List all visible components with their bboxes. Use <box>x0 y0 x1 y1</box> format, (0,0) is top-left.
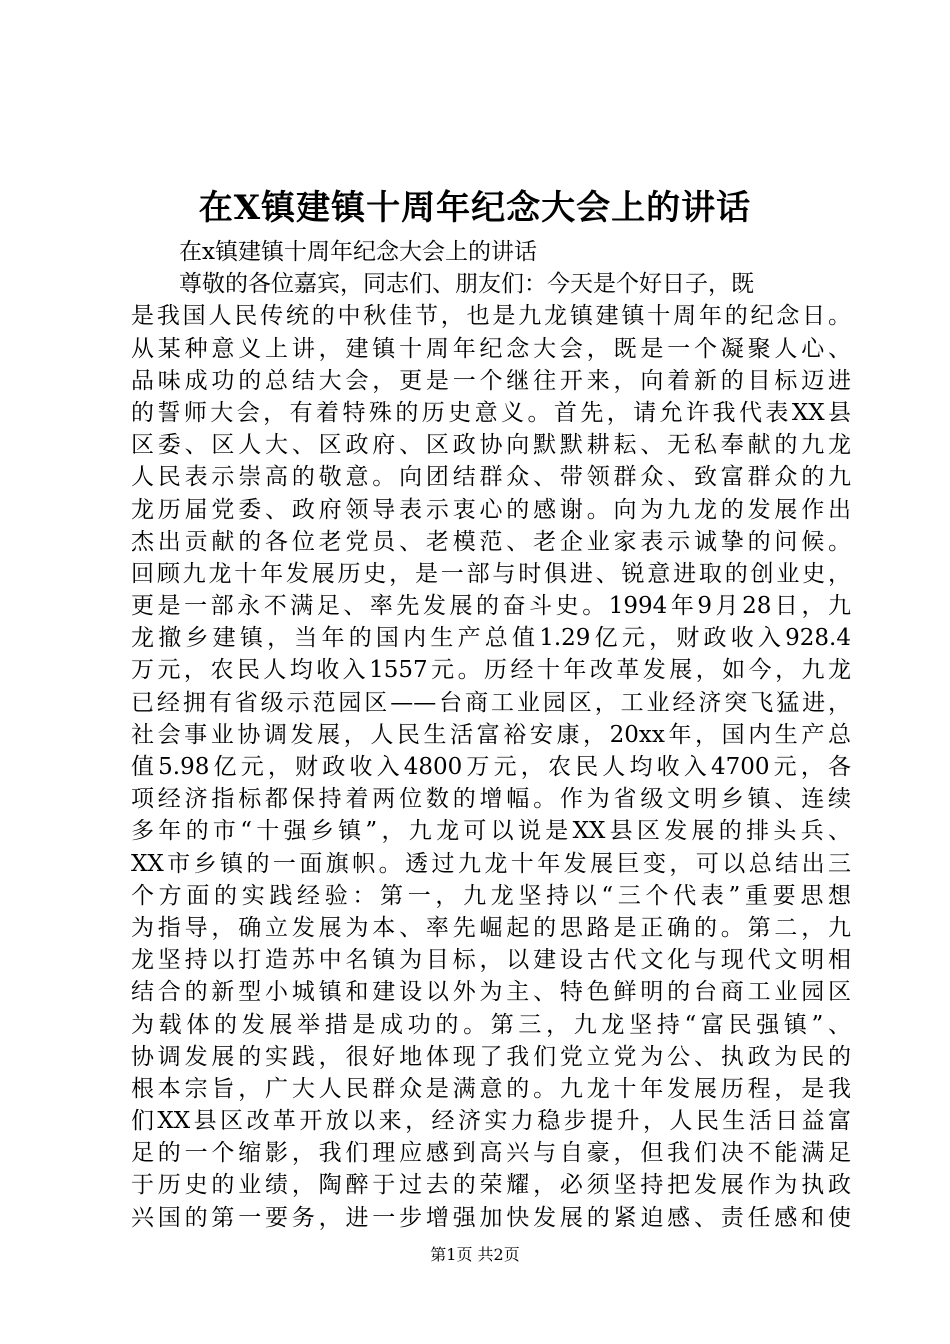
paragraph-line: 多年的市“十强乡镇”，九龙可以说是XX县区发展的排头兵、 <box>131 818 851 845</box>
paragraph-line: 尊敬的各位嘉宾，同志们、朋友们：今天是个好日子，既 <box>179 271 754 298</box>
paragraph-line: 为指导，确立发展为本、率先崛起的思路是正确的。第二，九 <box>131 914 851 941</box>
paragraph-line: 龙撤乡建镇，当年的国内生产总值1.29亿元，财政收入928.4 <box>131 625 851 652</box>
paragraph-line: 兴国的第一要务，进一步增强加快发展的紧迫感、责任感和使 <box>131 1204 851 1231</box>
paragraph-line: XX市乡镇的一面旗帜。透过九龙十年发展巨变，可以总结出三 <box>131 850 851 877</box>
paragraph-line: 结合的新型小城镇和建设以外为主、特色鲜明的台商工业园区 <box>131 979 851 1006</box>
paragraph-line: 的誓师大会，有着特殊的历史意义。首先，请允许我代表XX县 <box>131 399 851 426</box>
paragraph-line: 于历史的业绩，陶醉于过去的荣耀，必须坚持把发展作为执政 <box>131 1172 851 1199</box>
paragraph-line: 从某种意义上讲，建镇十周年纪念大会，既是一个凝聚人心、 <box>131 335 851 362</box>
paragraph-line: 万元，农民人均收入1557元。历经十年改革发展，如今，九龙 <box>131 657 851 684</box>
document-body <box>131 236 851 1234</box>
paragraph-line: 人民表示崇高的敬意。向团结群众、带领群众、致富群众的九 <box>131 464 851 491</box>
paragraph-line: 们XX县区改革开放以来，经济实力稳步提升，人民生活日益富 <box>131 1108 851 1135</box>
page-footer: 第1页 共2页 <box>430 1245 520 1264</box>
paragraph-line: 项经济指标都保持着两位数的增幅。作为省级文明乡镇、连续 <box>131 786 851 813</box>
paragraph-line: 根本宗旨，广大人民群众是满意的。九龙十年发展历程，是我 <box>131 1075 851 1102</box>
subtitle-line: 在x镇建镇十周年纪念大会上的讲话 <box>179 239 537 265</box>
paragraph-line: 是我国人民传统的中秋佳节，也是九龙镇建镇十周年的纪念日。 <box>131 303 851 330</box>
paragraph-line: 龙坚持以打造苏中名镇为目标，以建设古代文化与现代文明相 <box>131 947 851 974</box>
paragraph-line: 龙历届党委、政府领导表示衷心的感谢。向为九龙的发展作出 <box>131 496 851 523</box>
paragraph-line: 区委、区人大、区政府、区政协向默默耕耘、无私奉献的九龙 <box>131 432 851 459</box>
paragraph-line: 协调发展的实践，很好地体现了我们党立党为公、执政为民的 <box>131 1043 851 1070</box>
paragraph-line: 值5.98亿元，财政收入4800万元，农民人均收入4700元，各 <box>131 754 851 780</box>
paragraph-line: 个方面的实践经验：第一，九龙坚持以“三个代表”重要思想 <box>131 882 851 909</box>
paragraph-line: 为载体的发展举措是成功的。第三，九龙坚持“富民强镇”、 <box>131 1011 851 1038</box>
paragraph-line: 社会事业协调发展，人民生活富裕安康，20xx年，国内生产总 <box>131 721 851 748</box>
paragraph-line: 足的一个缩影，我们理应感到高兴与自豪，但我们决不能满足 <box>131 1140 851 1167</box>
paragraph-line: 杰出贡献的各位老党员、老模范、老企业家表示诚挚的问候。 <box>131 528 851 555</box>
paragraph-line: 更是一部永不满足、率先发展的奋斗史。1994年9月28日，九 <box>131 593 851 620</box>
document-title: 在X镇建镇十周年纪念大会上的讲话 <box>198 188 752 228</box>
paragraph-line: 品味成功的总结大会，更是一个继往开来，向着新的目标迈进 <box>131 367 851 394</box>
paragraph-line: 回顾九龙十年发展历史，是一部与时俱进、锐意进取的创业史， <box>131 560 851 587</box>
paragraph-line: 已经拥有省级示范园区——台商工业园区，工业经济突飞猛进， <box>131 689 851 716</box>
